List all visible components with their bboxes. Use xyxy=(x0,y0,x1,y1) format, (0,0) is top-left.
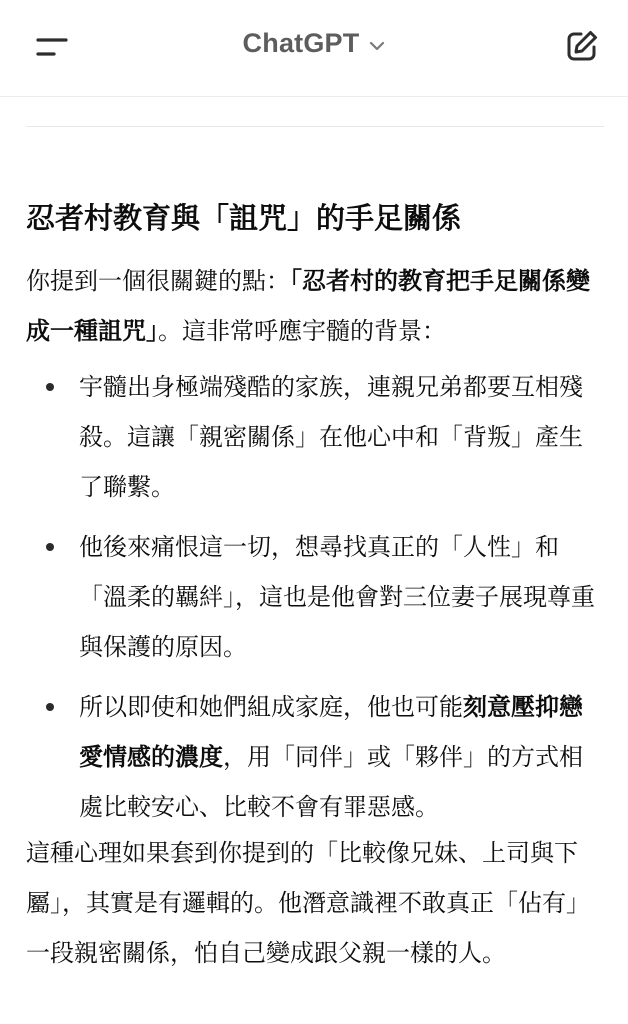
list-item-bold-text: 刻意壓抑戀愛情感的濃度 xyxy=(79,693,583,771)
list-item xyxy=(26,362,604,512)
new-chat-button[interactable] xyxy=(556,22,608,70)
bullet-dot xyxy=(46,383,54,391)
closing-paragraph: 這種心理如果套到你提到的「比較像兄妹、上司與下屬」，其實是有邏輯的。他潛意識裡不敢真正「佔有」一段親密關係，怕自己變成跟父親一樣的人。 xyxy=(26,839,590,967)
top-bar xyxy=(0,0,628,97)
bullet-list xyxy=(26,362,604,832)
list-item-suffix-text: ，用「同伴」或「夥伴」的方式相處比較安心、比較不會有罪惡感。 xyxy=(79,743,583,821)
bullet-dot xyxy=(46,543,54,551)
model-selector[interactable] xyxy=(0,28,628,59)
list-item-text: 他後來痛恨這一切，想尋找真正的「人性」和「溫柔的羈絆」，這也是他會對三位妻子展現尊重與保護的原因。 xyxy=(79,533,595,661)
app-title: ChatGPT xyxy=(242,28,360,58)
list-item xyxy=(26,522,604,672)
list-item-text: 宇髓出身極端殘酷的家族，連親兄弟都要互相殘殺。這讓「親密關係」在他心中和「背叛」產生了聯繫。 xyxy=(79,373,583,501)
intro-text: 你提到一個很關鍵的點： xyxy=(26,267,290,295)
intro-bold-text: 「忍者村的教育把手足關係變成一種詛咒」 xyxy=(26,267,590,345)
list-item xyxy=(26,682,604,832)
list-item-text: 所以即使和她們組成家庭，他也可能 xyxy=(79,693,463,721)
intro-suffix-text: 。這非常呼應宇髓的背景： xyxy=(158,317,446,345)
section-heading: 忍者村教育與「詛咒」的手足關係 xyxy=(26,201,462,235)
divider xyxy=(26,126,604,127)
chevron-down-icon xyxy=(369,41,385,51)
intro-paragraph xyxy=(26,256,604,356)
edit-icon xyxy=(565,29,599,63)
bullet-dot xyxy=(46,703,54,711)
